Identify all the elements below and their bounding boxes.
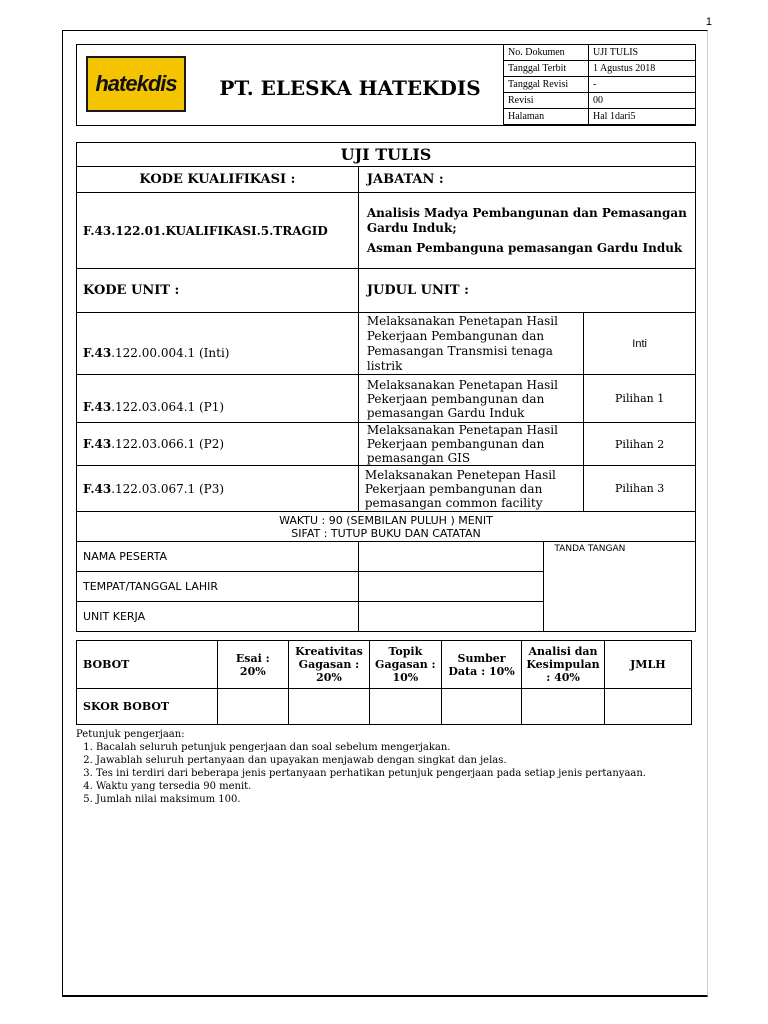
tanda-tangan-label: TANDA TANGAN <box>554 544 626 554</box>
doc-info-value: 1 Agustus 2018 <box>589 61 696 77</box>
doc-info-label: Halaman <box>504 109 589 125</box>
tempat-tanggal-lahir-field[interactable] <box>358 572 544 602</box>
instruction-item: 2. Jawablah seluruh pertanyaan dan upayakan menjawab dengan singkat dan jelas. <box>96 754 696 767</box>
skor-cell[interactable] <box>369 689 441 725</box>
waktu-sifat-info <box>77 512 696 542</box>
bobot-table <box>76 640 692 725</box>
instructions-list <box>76 741 696 806</box>
kode-kualifikasi-value: F.43.122.01.KUALIFIKASI.5.TRAGID <box>77 193 359 269</box>
unit-title: Melaksanakan Penetapan Hasil Pekerjaan pembangunan dan pemasangan Gardu Induk <box>358 375 583 423</box>
doc-info-value: UJI TULIS <box>589 45 696 61</box>
instruction-item: 3. Tes ini terdiri dari beberapa jenis pertanyaan perhatikan petunjuk pengerjaan pada setiap jenis pertanyaan. <box>96 767 696 780</box>
bobot-column-header: JMLH <box>604 641 691 689</box>
skor-cell[interactable] <box>522 689 604 725</box>
bobot-label: BOBOT <box>77 641 218 689</box>
unit-code-rest: .122.00.004.1 (Inti) <box>111 346 230 360</box>
unit-code-prefix: F.43 <box>83 481 112 496</box>
bobot-column-header: Sumber Data : 10% <box>441 641 522 689</box>
company-name: PT. ELESKA HATEKDIS <box>219 76 481 100</box>
unit-type: Pilihan 1 <box>584 375 696 423</box>
unit-code <box>77 313 359 375</box>
exam-form-table <box>76 142 696 632</box>
skor-cell[interactable] <box>217 689 288 725</box>
bobot-column-header: Kreativitas Gagasan : 20% <box>289 641 370 689</box>
unit-code-rest: .122.03.067.1 (P3) <box>111 481 225 496</box>
unit-type: Pilihan 3 <box>584 466 696 512</box>
nama-peserta-label: NAMA PESERTA <box>77 542 359 572</box>
unit-kerja-label: UNIT KERJA <box>77 602 359 632</box>
unit-title: Melaksanakan Penetapan Hasil Pekerjaan Pembangunan dan Pemasangan Transmisi tenaga listrik <box>358 313 583 375</box>
tempat-tanggal-lahir-label: TEMPAT/TANGGAL LAHIR <box>77 572 359 602</box>
unit-code-prefix: F.43 <box>83 346 112 360</box>
doc-info-label: Tanggal Terbit <box>504 61 589 77</box>
logo-text: hatekdis <box>95 71 177 96</box>
doc-info-label: No. Dokumen <box>504 45 589 61</box>
unit-kerja-field[interactable] <box>358 602 544 632</box>
unit-title: Melaksanakan Penetepan Hasil Pekerjaan pembangunan dan pemasangan common facility <box>358 466 583 512</box>
doc-info-value: Hal 1dari5 <box>589 109 696 125</box>
kode-unit-label: KODE UNIT : <box>77 269 359 313</box>
unit-code-rest: .122.03.064.1 (P1) <box>111 400 225 414</box>
instruction-item: 5. Jumlah nilai maksimum 100. <box>96 793 696 806</box>
bobot-column-header: Analisi dan Kesimpulan : 40% <box>522 641 604 689</box>
instruction-item: 4. Waktu yang tersedia 90 menit. <box>96 780 696 793</box>
jabatan-values <box>358 193 695 269</box>
jabatan-label: JABATAN : <box>358 167 695 193</box>
unit-code-rest: .122.03.066.1 (P2) <box>111 437 225 451</box>
skor-cell[interactable] <box>441 689 522 725</box>
doc-info-value: - <box>589 77 696 93</box>
doc-info-label: Tanggal Revisi <box>504 77 589 93</box>
unit-code <box>77 466 359 512</box>
unit-code <box>77 423 359 466</box>
unit-type: Inti <box>584 313 696 375</box>
bobot-column-header: Esai : 20% <box>217 641 288 689</box>
nama-peserta-field[interactable] <box>358 542 544 572</box>
skor-cell[interactable] <box>289 689 370 725</box>
kode-kualifikasi-label: KODE KUALIFIKASI : <box>77 167 359 193</box>
unit-type: Pilihan 2 <box>584 423 696 466</box>
instructions <box>76 728 696 806</box>
jabatan-1: Analisis Madya Pembangunan dan Pemasangan Gardu Induk; <box>366 205 687 235</box>
page-number: 1 <box>705 16 712 28</box>
skor-bobot-label: SKOR BOBOT <box>77 689 218 725</box>
form-title: UJI TULIS <box>77 143 696 167</box>
unit-code-prefix: F.43 <box>83 400 112 414</box>
unit-code-prefix: F.43 <box>83 437 112 451</box>
doc-info-label: Revisi <box>504 93 589 109</box>
skor-cell[interactable] <box>604 689 691 725</box>
instruction-item: 1. Bacalah seluruh petunjuk pengerjaan dan soal sebelum mengerjakan. <box>96 741 696 754</box>
bobot-column-header: Topik Gagasan : 10% <box>369 641 441 689</box>
company-logo <box>86 56 186 112</box>
waktu-text: WAKTU : 90 (SEMBILAN PULUH ) MENIT <box>279 513 493 527</box>
doc-info-value: 00 <box>589 93 696 109</box>
unit-title: Melaksanakan Penetapan Hasil Pekerjaan pembangunan dan pemasangan GIS <box>358 423 583 466</box>
jabatan-2: Asman Pembanguna pemasangan Gardu Induk <box>366 240 683 255</box>
judul-unit-label: JUDUL UNIT : <box>358 269 695 313</box>
document-info-table <box>503 44 696 125</box>
instructions-title: Petunjuk pengerjaan: <box>76 729 185 740</box>
unit-code <box>77 375 359 423</box>
tanda-tangan-box[interactable] <box>544 542 696 632</box>
sifat-text: SIFAT : TUTUP BUKU DAN CATATAN <box>291 526 481 540</box>
